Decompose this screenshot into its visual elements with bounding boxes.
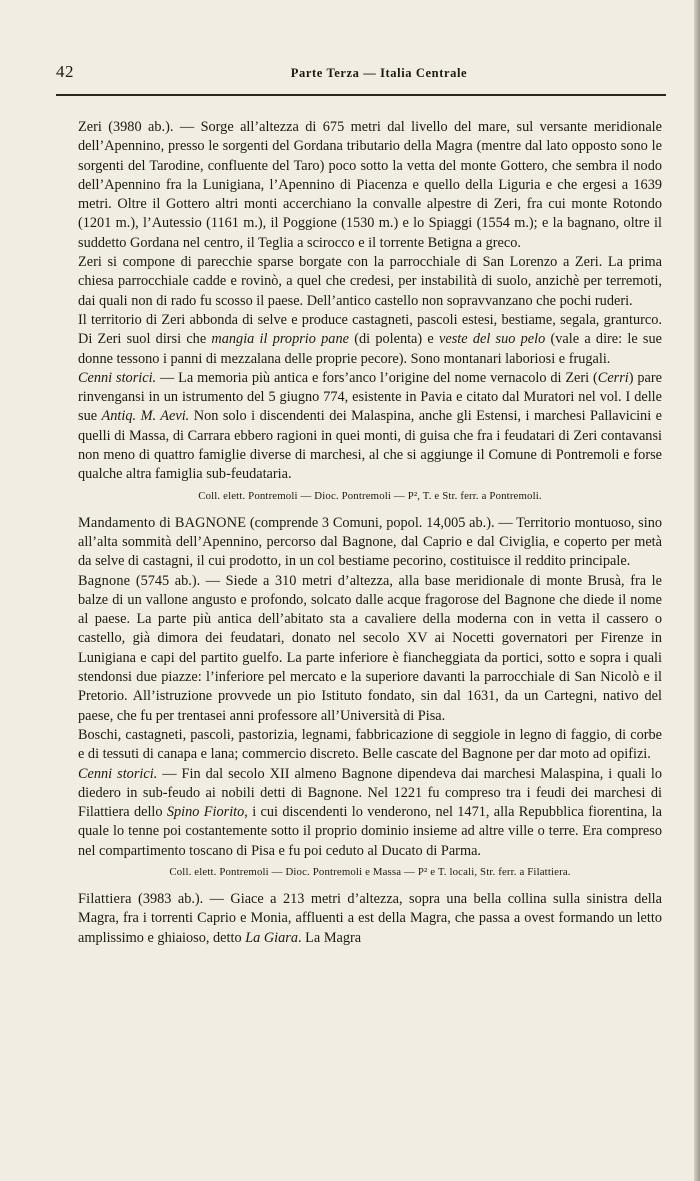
paragraph-zeri-borgate: Zeri si compone di parecchie sparse borgate con la parrocchiale di San Lorenzo a Zeri. La prima chiesa parrocchiale cadde e rovinò, a quel che credesi, per instabilità di suolo, anzichè per terremoti, dai quali non di rado fu scosso il paese. Dell’antico castello non sopravvanzano che pochi ruderi. (78, 254, 662, 309)
paragraph-zeri-territorio: Il territorio di Zeri abbonda di selve e produce castagneti, pascoli estesi, bestiame, segala, granturco. Di Zeri suol dirsi che mangia il proprio pane (di polenta) e veste del suo pelo (vale a dire: le sue donne tessono i panni di mezzalana delle proprie pecore). Sono montanari laboriosi e frugali. (78, 311, 662, 367)
subheading-cenni-storici: Cenni storici. (78, 765, 158, 782)
running-title: Parte Terza — Italia Centrale (290, 66, 468, 80)
page-number: 42 (56, 62, 74, 81)
paragraph-zeri: Zeri (3980 ab.). — Sorge all’altezza di 675 metri dal livello del mare, sul versante meridionale dell’Apennino, presso le sorgenti del Gordana tributario della Magra (mentre dal lato opposto sono le sorgenti del Tarodine, confluente del Taro) poco sotto la vetta del monte Gottero, che sembra il nodo dell’Apennino fra la Lunigiana, l’Apennino di Piacenza e quello della Liguria e che ergesi a 1639 metri. Oltre il Gottero altri monti accerchiano la convalle alpestre di Zeri, fra cui monte Rotondo (1201 m.), l’Autessio (1161 m.), il Poggione (1530 m.) e lo Spiaggi (1554 m.); e la bagnano, oltre il suddetto Gordana nel centro, il Teglia a scirocco e il torrente Betigna a greco. (78, 119, 662, 251)
entry-heading-filattiera: Filattiera (78, 890, 132, 907)
entry-heading-bagnone: Bagnone (78, 572, 131, 589)
paragraph-bagnone: Bagnone (5745 ab.). — Siede a 310 metri d’altezza, alla base meridionale di monte Brusà, fra le balze di un vallone angusto e profondo, solcato dalle acque fragorose del Bagnone che diede il nome al paese. La parte più antica dell’abitato sta a cavaliere della moderna con in vetta il cassero o castello, già dimora dei feudatari, donato nel secolo XV ai Nocetti governatori per Firenze in Lunigiana e capi del partito guelfo. La parte inferiore è fiancheggiata da portici, sotto e sopra i quali stendonsi due piazze: l’inferiore pel mercato e la superiore davanti la parrocchiale di San Nicolò e il Pretorio. All’istruzione provvede un pio Istituto fondato, sin dal 1631, da un Cartegni, nativo del paese, che fu per trentasei anni professore all’Università di Pisa. (78, 572, 662, 724)
paragraph-filattiera: Filattiera (3983 ab.). — Giace a 213 metri d’altezza, sopra una bella collina sulla sinistra della Magra, fra i torrenti Caprio e Monia, affluenti a est della Magra, che passa a ovest formando un letto amplissimo e ghiaioso, detto La Giara. La Magra (78, 890, 662, 946)
page-header (56, 62, 662, 82)
paragraph-bagnone-cenni-storici: Cenni storici. — Fin dal secolo XII almeno Bagnone dipendeva dai marchesi Malaspina, i quali lo diedero in sub-feudo ai nobili detti di Bagnone. Nel 1221 fu compreso tra i feudi dei marchesi di Filattiera dello Spino Fiorito, i cui discendenti lo venderono, nel 1471, alla Repubblica fiorentina, la quale lo tenne poi costantemente sotto il proprio dominio insieme ad altre ville o terre. Era compreso nel compartimento toscano di Pisa e fu poi ceduto al Ducato di Parma. (78, 765, 662, 859)
header-rule (56, 94, 666, 96)
body-text (78, 118, 662, 948)
page-edge-shadow (694, 0, 700, 1181)
paragraph-zeri-cenni-storici: Cenni storici. — La memoria più antica e fors’anco l’origine del nome vernacolo di Zeri (Cerri) pare rinvengansi in un istrumento del 5 giugno 774, esistente in Pavia e citato dal Muratori nel vol. I delle sue Antiq. M. Aevi. Non solo i discendenti dei Malaspina, anche gli Estensi, i marchesi Pallavicini e quelli di Massa, di Carrara ebbero ragioni in quei monti, di guisa che fra i feudatari di Zeri contavansi non meno di quattro famiglie diverse di marchesi, al che si aggiunge il Comune di Pontremoli e forse qualche altra famiglia sub-feudataria. (78, 369, 662, 483)
entry-heading-zeri: Zeri (78, 119, 102, 135)
paragraph-bagnone-economia: Boschi, castagneti, pascoli, pastorizia, legnami, fabbricazione di seggiole in legno di faggio, di corbe e di tessuti di canapa e lana; commercio discreto. Belle cascate del Bagnone per dar moto ad opifizi. (78, 726, 662, 763)
paragraph-mandamento-bagnone: Mandamento di BAGNONE (comprende 3 Comuni, popol. 14,005 ab.). — Territorio montuoso, sino all’alta sommità dell’Apennino, percorso dal Bagnone, dal Caprio e dal Civiglia, e coperto per metà da selve di castagni, il cui prodotto, in un col bestiame pecorino, costituisce il reddito principale. (78, 514, 662, 570)
footnote-zeri: Coll. elett. Pontremoli — Dioc. Pontremoli — P², T. e Str. ferr. a Pontremoli. (198, 489, 542, 502)
entry-heading-mandamento-bagnone: Mandamento di BAGNONE (78, 514, 247, 531)
footnote-bagnone: Coll. elett. Pontremoli — Dioc. Pontremoli e Massa — P² e T. locali, Str. ferr. a Filattiera. (169, 865, 571, 878)
subheading-cenni-storici: Cenni storici. (78, 369, 157, 386)
